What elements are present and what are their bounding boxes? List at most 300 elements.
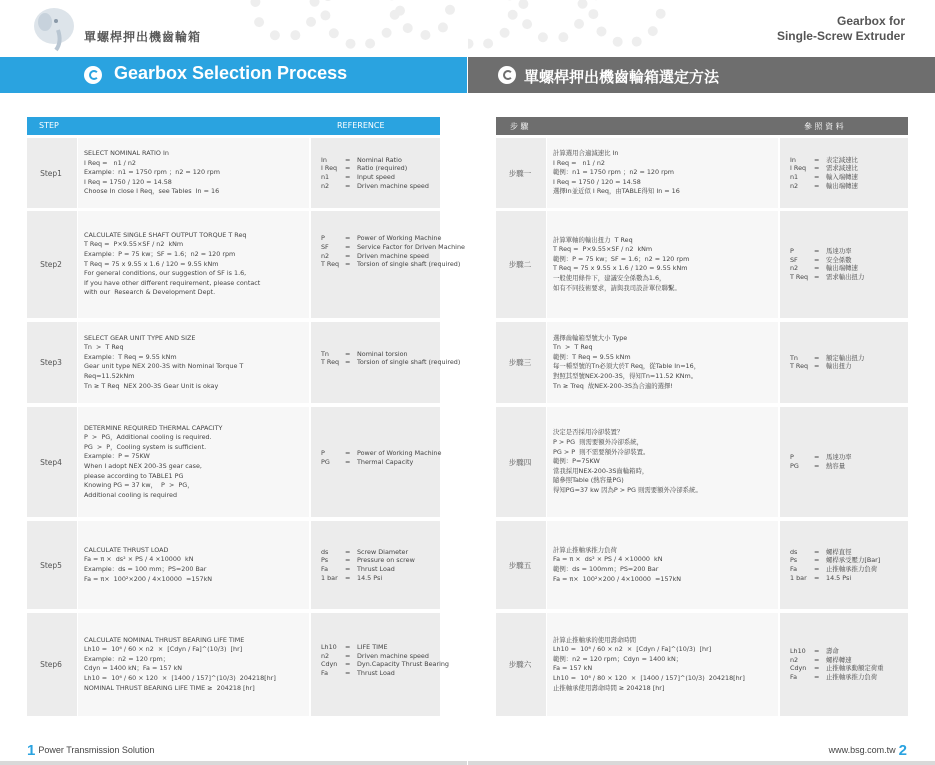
description-line: Tn ≥ Treq 故NEX-200-3S為合適的選擇!: [553, 381, 673, 390]
reference-equals: =: [345, 457, 351, 466]
reference-symbol: SF: [790, 255, 798, 264]
reference-equals: =: [814, 155, 820, 164]
reference-meaning: 14.5 Psi: [357, 573, 383, 582]
reference-equals: =: [814, 564, 820, 573]
reference-meaning: Torsion of single shaft (required): [357, 358, 461, 367]
reference-meaning: 馬達功率: [826, 453, 852, 462]
reference-symbol: P: [321, 449, 325, 458]
reference-meaning: Ratio (required): [357, 164, 408, 173]
reference-cell: [309, 407, 440, 517]
description-line: Choose In close I Req，see Tables In = 16: [84, 187, 220, 196]
reference-entry: [321, 358, 467, 367]
description-line: 範例：T Req = 9.55 kNm: [553, 352, 631, 361]
reference-equals: =: [814, 573, 820, 582]
reference-cell: [778, 211, 908, 318]
description-line: T Req = 75 x 9.55 x 1.6 / 120 = 9.55 kNm: [553, 264, 688, 273]
reference-entry: [790, 182, 935, 191]
reference-symbol: n1: [321, 172, 330, 181]
reference-meaning: 螺桿直徑: [826, 547, 852, 556]
reference-entry: [790, 273, 935, 282]
reference-equals: =: [814, 247, 820, 256]
reference-meaning: 安全係數: [826, 255, 852, 264]
step-description: [546, 322, 778, 403]
footer-rule: [0, 761, 467, 765]
description-line: 對照其型號NEX-200-3S，得知Tn=11.52 KNm。: [553, 372, 698, 381]
reference-cell: [778, 521, 908, 609]
description-line: SELECT NOMINAL RATIO In: [84, 149, 169, 157]
reference-symbol: Ps: [790, 556, 798, 565]
reference-entry: [321, 449, 467, 458]
reference-symbol: Fa: [321, 564, 329, 573]
page-number: 1: [27, 742, 36, 759]
reference-entry: [321, 260, 467, 269]
reference-meaning: 輸入端轉速: [826, 172, 858, 181]
description-line: 選擇In並近似 I Req，由TABLE得知 In = 16: [553, 187, 680, 196]
reference-entry: [321, 156, 467, 165]
reference-symbol: 1 bar: [321, 573, 338, 582]
reference-symbol: T Req: [790, 273, 809, 282]
description-line: Example：P = 75 kw；SF = 1.6；n2 = 120 rpm: [84, 250, 236, 259]
reference-equals: =: [345, 260, 351, 269]
reference-entry: [790, 256, 935, 265]
reference-entry: [790, 264, 935, 273]
footer-text: Power Transmission Solution: [38, 745, 155, 755]
reference-equals: =: [345, 660, 351, 669]
brand-line-1: Gearbox for: [836, 14, 905, 28]
description-line: When I adopt NEX 200-3S gear case,: [84, 461, 202, 470]
reference-entry: [321, 556, 467, 565]
reference-entry: [321, 574, 467, 583]
reference-symbol: ds: [321, 547, 329, 556]
reference-meaning: Thrust Load: [357, 668, 395, 677]
reference-entry: [790, 673, 935, 682]
table-row: [27, 407, 440, 517]
arrow-circle-icon: [84, 66, 102, 84]
table-row: [496, 521, 908, 609]
reference-entry: [790, 362, 935, 371]
arrow-circle-icon: [498, 66, 516, 84]
reference-entry: [321, 458, 467, 467]
reference-entry: [790, 556, 935, 565]
description-line: Tn > T Req: [84, 343, 124, 352]
reference-equals: =: [345, 358, 351, 367]
reference-equals: =: [814, 164, 820, 173]
step-description: [77, 138, 309, 208]
step-description: [546, 407, 778, 517]
reference-entry: [790, 453, 935, 462]
reference-meaning: 止推軸承推力負荷: [826, 564, 878, 573]
description-line: DETERMINE REQUIRED THERMAL CAPACITY: [84, 423, 223, 432]
reference-equals: =: [814, 362, 820, 371]
reference-symbol: n1: [790, 172, 799, 181]
reference-meaning: 熱容量: [826, 461, 846, 470]
table-header: [27, 117, 440, 135]
reference-meaning: 14.5 Psi: [826, 573, 852, 582]
reference-meaning: Driven machine speed: [357, 181, 429, 190]
reference-equals: =: [814, 255, 820, 264]
description-line: Knowing PG = 37 kw， P > PG，: [84, 481, 194, 490]
description-line: T Req = P×9.55×SF / n2 kNm: [84, 240, 184, 249]
reference-symbol: In: [790, 155, 796, 164]
description-line: Lh10 = 10⁶ / 60 × n2 × [Cdyn / Fa]^(10/3) [hr]: [84, 645, 243, 654]
reference-entry: [790, 574, 935, 583]
table-row: [27, 138, 440, 208]
step-label: Step5: [40, 560, 62, 570]
reference-entry: [321, 652, 467, 661]
reference-symbol: T Req: [321, 358, 340, 367]
brand-line-2: Single-Screw Extruder: [776, 29, 905, 43]
reference-meaning: 螺桿承受壓力[Bar]: [826, 556, 881, 565]
reference-entry: [790, 647, 935, 656]
reference-equals: =: [345, 251, 351, 260]
reference-entry: [321, 234, 467, 243]
reference-symbol: Tn: [790, 353, 798, 362]
reference-equals: =: [814, 547, 820, 556]
reference-equals: =: [345, 547, 351, 556]
reference-meaning: Dyn.Capacity Thrust Bearing: [357, 660, 449, 669]
step-label: Step1: [40, 168, 62, 178]
right-header: [468, 0, 935, 62]
reference-meaning: Power of Working Machine: [357, 234, 442, 243]
description-line: 範例：ds = 100mm；PS=200 Bar: [553, 564, 659, 573]
description-line: P > PG 則需要額外冷卻系統，: [553, 437, 644, 446]
reference-symbol: Fa: [790, 564, 798, 573]
description-line: Fa = π× 100²×200 / 4×10000 =157kN: [84, 574, 213, 583]
reference-entry: [321, 350, 467, 359]
col-reference: REFERENCE: [337, 121, 385, 130]
description-line: Tn ≥ T Req NEX 200-3S Gear Unit is okay: [84, 381, 219, 390]
reference-entry: [321, 660, 467, 669]
description-line: 計算選用合適減速比 In: [553, 149, 619, 157]
reference-cell: [309, 613, 449, 716]
reference-entry: [321, 643, 467, 652]
right-title-band: [468, 57, 935, 93]
col-step: 步 驟: [510, 122, 529, 131]
reference-meaning: 需求減速比: [826, 164, 858, 173]
footer: [27, 742, 154, 759]
step-description: [77, 521, 309, 609]
col-reference: 參 照 資 料: [804, 122, 844, 131]
description-line: For general conditions, our suggestion of SF is 1.6,: [84, 269, 247, 278]
description-line: Example：T Req = 9.55 kNm: [84, 352, 177, 361]
reference-symbol: Lh10: [321, 643, 337, 651]
reference-meaning: 需求輸出扭力: [826, 273, 865, 282]
reference-meaning: 輸出端轉速: [826, 181, 858, 190]
reference-meaning: 輸出端轉速: [826, 264, 858, 273]
description-line: 如有不同技術要求，請與我司設計單位聯繫。: [553, 283, 681, 292]
description-line: 決定是否採用冷卻裝置？: [553, 428, 624, 437]
reference-entry: [321, 252, 467, 261]
step-description: [77, 613, 309, 716]
table-row: [496, 322, 908, 403]
reference-equals: =: [345, 242, 351, 251]
table-row: [27, 521, 440, 609]
table-row: [496, 613, 908, 716]
reference-equals: =: [814, 264, 820, 273]
reference-symbol: n2: [321, 651, 330, 660]
reference-symbol: Fa: [790, 673, 798, 682]
reference-meaning: Thrust Load: [357, 564, 395, 573]
reference-equals: =: [345, 573, 351, 582]
description-line: T Req = 75 x 9.55 x 1.6 / 120 = 9.55 kNm: [84, 259, 219, 268]
description-line: CALCULATE SINGLE SHAFT OUTPUT TORQUE T Req: [84, 230, 247, 239]
description-line: NOMINAL THRUST BEARING LIFE TIME ≥ 204218 [hr]: [84, 683, 255, 692]
reference-meaning: Nominal torsion: [357, 349, 408, 358]
reference-meaning: Driven machine speed: [357, 651, 429, 660]
step-label: Step4: [40, 457, 62, 467]
description-line: I Req = 1750 / 120 = 14.58: [84, 177, 172, 186]
reference-equals: =: [345, 668, 351, 677]
description-line: Gear unit type NEX 200-3S with Nominal Torque T: [84, 362, 244, 371]
band-title: Gearbox Selection Process: [114, 63, 348, 83]
gear-decoration-icon: [518, 0, 588, 44]
step-label: 步驟一: [508, 168, 532, 178]
left-header: [0, 0, 467, 62]
description-line: I Req = n1 / n2: [553, 158, 605, 167]
reference-symbol: n2: [790, 181, 799, 190]
reference-entry: [321, 548, 467, 557]
description-line: 範例：n2 = 120 rpm；Cdyn = 1400 kN；: [553, 654, 683, 663]
step-description: [77, 407, 309, 517]
reference-equals: =: [814, 273, 820, 282]
reference-symbol: Cdyn: [790, 664, 807, 673]
reference-equals: =: [814, 655, 820, 664]
description-line: Tn > T Req: [553, 343, 593, 352]
reference-entry: [790, 565, 935, 574]
description-line: CALCULATE NOMINAL THRUST BEARING LIFE TIME: [84, 635, 245, 644]
reference-equals: =: [814, 181, 820, 190]
reference-cell: [309, 322, 461, 403]
reference-cell: [778, 138, 908, 208]
reference-meaning: Screw Diameter: [357, 547, 409, 556]
reference-symbol: Fa: [321, 668, 329, 677]
reference-symbol: T Req: [790, 362, 809, 371]
reference-symbol: Ps: [321, 556, 329, 565]
reference-meaning: LIFE TIME: [357, 643, 388, 651]
reference-meaning: 止推軸承推力負荷: [826, 673, 878, 682]
reference-symbol: n2: [790, 264, 799, 273]
reference-symbol: ds: [790, 547, 798, 556]
reference-meaning: Input speed: [357, 172, 395, 181]
reference-entry: [790, 462, 935, 471]
reference-equals: =: [345, 181, 351, 190]
reference-symbol: P: [790, 453, 794, 462]
description-line: CALCULATE THRUST LOAD: [84, 545, 169, 554]
reference-meaning: 螺桿轉速: [826, 655, 852, 664]
description-line: 每一種型號的Tn必須大於T Req，從Table In=16，: [553, 362, 701, 371]
reference-entry: [790, 354, 935, 363]
step-description: [77, 322, 309, 403]
footer-url: www.bsg.com.tw: [828, 745, 896, 755]
right-page: [468, 0, 935, 765]
reference-meaning: Power of Working Machine: [357, 449, 442, 458]
description-line: Req=11.52kNm: [84, 372, 135, 381]
reference-entry: [790, 247, 935, 256]
left-title-band: [0, 57, 467, 93]
section-label: 單螺桿押出機齒輪箱: [84, 30, 202, 44]
step-description: [77, 211, 309, 318]
reference-equals: =: [345, 651, 351, 660]
description-line: T Req = P×9.55×SF / n2 kNm: [553, 245, 653, 254]
reference-meaning: Torsion of single shaft (required): [357, 260, 461, 269]
description-line: 一般使用條件下，建議安全係數為1.6，: [553, 274, 666, 283]
description-line: Example：P = 75KW: [84, 452, 150, 461]
description-line: 範例：n1 = 1750 rpm ；n2 = 120 rpm: [553, 168, 675, 177]
reference-equals: =: [345, 643, 351, 651]
step-description: [546, 138, 778, 208]
reference-cell: [778, 613, 908, 716]
reference-symbol: SF: [321, 242, 329, 251]
description-line: 範例：P = 75 kw；SF = 1.6；n2 = 120 rpm: [553, 254, 690, 263]
col-step: STEP: [39, 121, 59, 130]
reference-equals: =: [345, 172, 351, 181]
reference-cell: [309, 521, 440, 609]
footer-rule: [468, 761, 935, 765]
reference-entry: [790, 164, 935, 173]
reference-entry: [321, 173, 467, 182]
reference-symbol: PG: [321, 457, 330, 466]
table-header: [496, 117, 908, 135]
reference-entry: [321, 565, 467, 574]
reference-symbol: T Req: [321, 260, 340, 269]
reference-equals: =: [814, 673, 820, 682]
reference-equals: =: [814, 172, 820, 181]
reference-meaning: 馬達功率: [826, 247, 852, 256]
description-line: Example：ds = 100 mm；PS=200 Bar: [84, 564, 207, 573]
description-line: Fa = π × ds² × PS / 4 ×10000 kN: [84, 555, 194, 564]
description-line: with our Research & Development Dept.: [84, 288, 216, 297]
reference-symbol: P: [790, 247, 794, 256]
description-line: Example：n1 = 1750 rpm ；n2 = 120 rpm: [84, 168, 220, 177]
table-row: [496, 211, 908, 318]
reference-symbol: n2: [321, 181, 330, 190]
reference-symbol: I Req: [790, 164, 807, 173]
description-line: I Req = n1 / n2: [84, 158, 136, 167]
reference-cell: [778, 322, 908, 403]
band-title: 單螺桿押出機齒輪箱選定方法: [524, 68, 720, 86]
reference-meaning: 止推軸承動額定荷重: [826, 664, 884, 673]
description-line: Fa = π × ds² × PS / 4 ×10000 kN: [553, 555, 663, 564]
step-label: 步驟五: [508, 560, 532, 570]
description-line: Lh10 = 10⁶ / 80 × 120 × [1400 / 157]^(10/3) 204218[hr]: [553, 674, 745, 683]
step-description: [546, 521, 778, 609]
reference-symbol: PG: [790, 461, 799, 470]
reference-meaning: 壽命: [826, 647, 839, 656]
reference-cell: [778, 407, 908, 517]
reference-equals: =: [345, 564, 351, 573]
step-description: [546, 613, 778, 716]
step-label: 步驟四: [508, 457, 532, 467]
description-line: I Req = 1750 / 120 = 14.58: [553, 177, 641, 186]
description-line: 當我採用NEX-200-3S齒輪箱時，: [553, 466, 649, 475]
reference-meaning: Pressure on screw: [357, 556, 415, 565]
table-row: [496, 407, 908, 517]
gear-decoration-icon: [395, 0, 455, 40]
reference-equals: =: [814, 556, 820, 565]
reference-entry: [790, 664, 935, 673]
reference-equals: =: [814, 647, 820, 656]
brand-title: [777, 14, 905, 44]
reference-symbol: 1 bar: [790, 573, 807, 582]
reference-meaning: Service Factor for Driven Machine: [357, 242, 465, 251]
left-page: [0, 0, 467, 765]
reference-meaning: 輸出扭力: [826, 362, 852, 371]
description-line: 止推軸承使用壽命時間 ≥ 204218 [hr]: [553, 683, 665, 692]
reference-meaning: Thermal Capacity: [357, 457, 414, 466]
reference-equals: =: [345, 155, 351, 164]
description-line: Additional cooling is required: [84, 490, 178, 499]
reference-symbol: n2: [790, 655, 799, 664]
description-line: P > PG，Additional cooling is required.: [84, 433, 212, 442]
description-line: PG > P 則不需要額外冷卻裝置。: [553, 447, 650, 456]
description-line: If you have other different requirement, please contact: [84, 278, 261, 287]
reference-symbol: n2: [321, 251, 330, 260]
reference-cell: [309, 211, 465, 318]
description-line: SELECT GEAR UNIT TYPE AND SIZE: [84, 333, 196, 342]
gear-decoration-icon: [250, 0, 320, 42]
table-row: [27, 613, 449, 716]
description-line: 隨參照Table (熱容量PG): [553, 476, 624, 485]
reference-symbol: I Req: [321, 164, 338, 173]
reference-meaning: 表定減速比: [826, 155, 858, 164]
description-line: 範例：P=75KW: [553, 457, 600, 466]
description-line: PG > P，Cooling system is sufficient.: [84, 442, 207, 451]
reference-symbol: Lh10: [790, 647, 806, 656]
reference-equals: =: [814, 453, 820, 462]
step-label: Step3: [40, 358, 62, 367]
reference-entry: [321, 669, 467, 678]
page-number: 2: [898, 742, 907, 759]
description-line: Fa = 157 kN: [553, 664, 593, 673]
step-label: Step2: [40, 260, 62, 269]
reference-equals: =: [814, 461, 820, 470]
gear-decoration-icon: [468, 0, 518, 50]
reference-symbol: In: [321, 155, 327, 164]
step-label: 步驟六: [508, 660, 532, 669]
description-line: 得知PG=37 kw 因為P > PG 則需要額外冷卻系統。: [553, 485, 702, 494]
description-line: please according to TABLE1 PG: [84, 471, 184, 480]
reference-equals: =: [345, 349, 351, 358]
reference-equals: =: [345, 449, 351, 458]
description-line: Lh10 = 10⁶ / 60 × 120 × [1400 / 157]^(10/3) 204218[hr]: [84, 674, 276, 683]
table-row: [496, 138, 908, 208]
reference-entry: [321, 243, 467, 252]
reference-equals: =: [345, 234, 351, 243]
description-line: 計算單軸的輸出扭力 T Req: [553, 235, 633, 244]
gear-decoration-icon: [588, 0, 666, 48]
reference-symbol: Cdyn: [321, 660, 338, 669]
description-line: 計算止推軸承推力負荷: [553, 545, 617, 554]
reference-equals: =: [814, 664, 820, 673]
reference-entry: [321, 182, 467, 191]
reference-entry: [321, 164, 467, 173]
reference-entry: [790, 173, 935, 182]
table-row: [27, 211, 465, 318]
reference-symbol: Tn: [321, 349, 329, 358]
gear-decoration-icon: [320, 0, 400, 50]
reference-meaning: Driven machine speed: [357, 251, 429, 260]
reference-equals: =: [814, 353, 820, 362]
reference-meaning: Nominal Ratio: [357, 155, 402, 164]
description-line: 計算止推軸承的使用壽命時間: [553, 635, 637, 644]
step-description: [546, 211, 778, 318]
description-line: Cdyn = 1400 kN；Fa = 157 kN: [84, 664, 183, 673]
step-label: Step6: [40, 660, 62, 669]
step-label: 步驟三: [508, 358, 532, 367]
description-line: Lh10 = 10⁶ / 60 × n2 × [Cdyn / Fa]^(10/3) [hr]: [553, 645, 712, 654]
reference-symbol: P: [321, 234, 325, 243]
elephant-logo-icon: [28, 2, 80, 54]
